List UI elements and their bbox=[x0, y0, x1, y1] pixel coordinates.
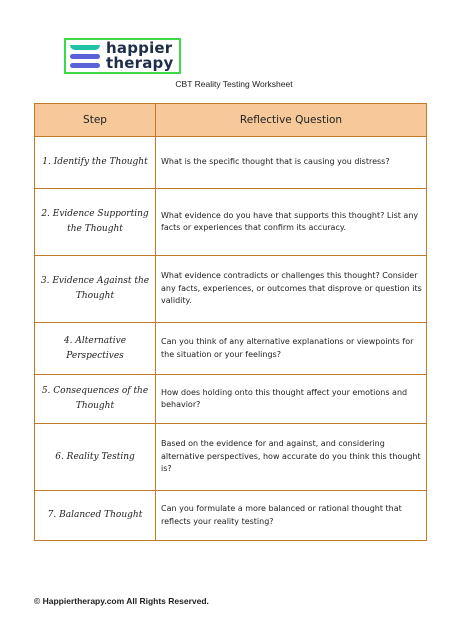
logo-text bbox=[106, 41, 173, 71]
logo-mark-icon bbox=[66, 40, 106, 72]
table-row bbox=[35, 375, 427, 424]
table-row bbox=[35, 137, 427, 189]
step-cell: 3. Evidence Against the Thought bbox=[35, 256, 156, 323]
step-cell: 2. Evidence Supporting the Thought bbox=[35, 189, 156, 256]
question-cell: What evidence contradicts or challenges this thought? Consider any facts, experiences, or outcomes that disprove or question its validity. bbox=[156, 256, 427, 323]
step-cell: 5. Consequences of the Thought bbox=[35, 375, 156, 424]
step-cell: 1. Identify the Thought bbox=[35, 137, 156, 189]
table-header-row bbox=[35, 104, 427, 137]
table-row bbox=[35, 256, 427, 323]
copyright-footer: © Happiertherapy.com All Rights Reserved. bbox=[34, 596, 209, 606]
table-row bbox=[35, 323, 427, 375]
question-cell: Can you think of any alternative explanations or viewpoints for the situation or your feelings? bbox=[156, 323, 427, 375]
question-cell: Based on the evidence for and against, and considering alternative perspectives, how accurate do you think this thought is? bbox=[156, 424, 427, 491]
logo-line-1: happier bbox=[106, 39, 173, 57]
logo-line-2: therapy bbox=[106, 54, 174, 72]
table-row bbox=[35, 189, 427, 256]
step-cell: 4. Alternative Perspectives bbox=[35, 323, 156, 375]
question-cell: How does holding onto this thought affect your emotions and behavior? bbox=[156, 375, 427, 424]
column-header-question: Reflective Question bbox=[156, 104, 427, 137]
table-row bbox=[35, 424, 427, 491]
worksheet-title: CBT Reality Testing Worksheet bbox=[175, 79, 293, 89]
question-cell: What evidence do you have that supports this thought? List any facts or experiences that confirm its accuracy. bbox=[156, 189, 427, 256]
step-cell: 7. Balanced Thought bbox=[35, 491, 156, 541]
table-row bbox=[35, 491, 427, 541]
worksheet-table bbox=[34, 103, 427, 541]
happier-therapy-logo bbox=[64, 38, 181, 74]
step-cell: 6. Reality Testing bbox=[35, 424, 156, 491]
question-cell: What is the specific thought that is causing you distress? bbox=[156, 137, 427, 189]
column-header-step: Step bbox=[35, 104, 156, 137]
question-cell: Can you formulate a more balanced or rational thought that reflects your reality testing? bbox=[156, 491, 427, 541]
